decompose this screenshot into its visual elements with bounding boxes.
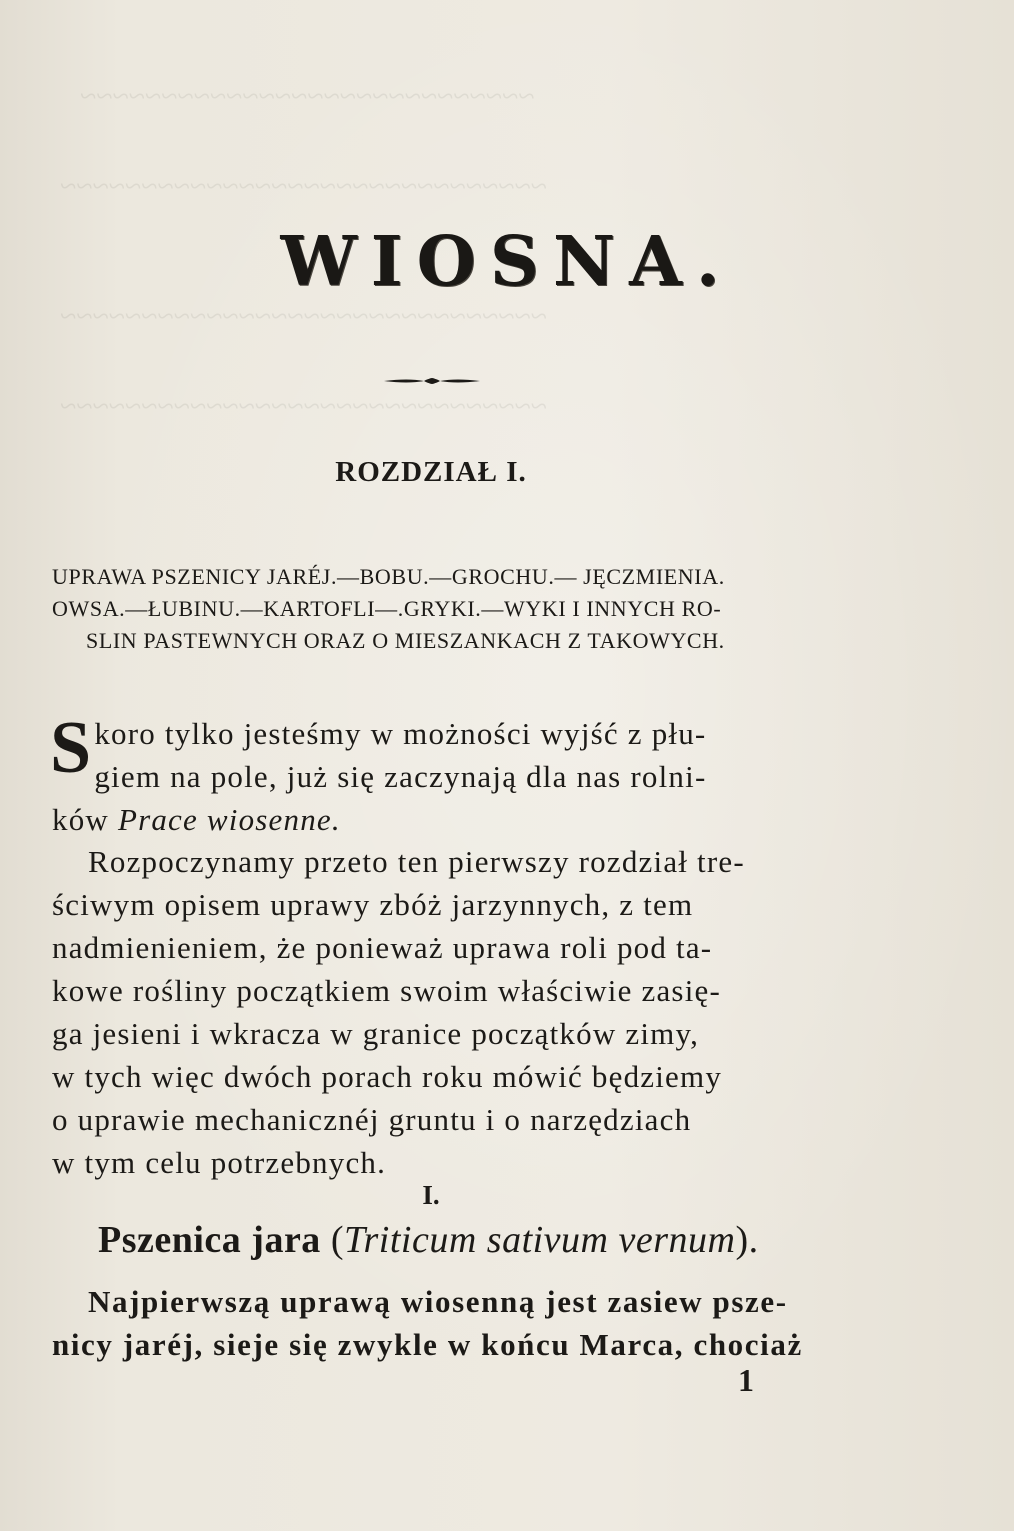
paragraph-body bbox=[52, 840, 824, 1184]
section-title-main: Pszenica jara bbox=[98, 1219, 321, 1261]
summary-line: UPRAWA PSZENICY JARÉJ.—BOBU.—GROCHU.— JĘCZMIENIA. bbox=[52, 564, 725, 589]
section-title-paren-close: ). bbox=[735, 1219, 759, 1261]
section-title-latin: Triticum sativum vernum bbox=[343, 1219, 736, 1261]
paragraph-line: o uprawie mechanicznéj gruntu i o narzędziach bbox=[52, 1102, 692, 1137]
paragraph-section bbox=[52, 1280, 824, 1366]
paragraph-line: Rozpoczynamy przeto ten pierwszy rozdział tre- bbox=[88, 844, 745, 879]
paragraph-intro bbox=[50, 707, 824, 841]
paragraph-line: ściwym opisem uprawy zbóż jarzynnych, z tem bbox=[52, 887, 694, 922]
summary-line: SLIN PASTEWNYCH ORAZ O MIESZANKACH Z TAKOWYCH. bbox=[86, 628, 725, 653]
paragraph-line: kowe rośliny początkiem swoim właściwie zasię- bbox=[52, 973, 721, 1008]
section-title bbox=[98, 1218, 759, 1262]
show-through-text: ~~~~~~~~~~~~~~~~~~~~~~~~~~~~~~ bbox=[60, 170, 547, 203]
page-title: WIOSNA. bbox=[280, 222, 734, 302]
paragraph-text: ków bbox=[52, 802, 118, 837]
title-rule-ornament bbox=[384, 376, 480, 386]
show-through-text: ~~~~~~~~~~~~~~~~~~~~~~~~~~~~ bbox=[80, 80, 535, 113]
paragraph-line: koro tylko jesteśmy w możności wyjść z płu- bbox=[94, 716, 707, 751]
paragraph-line: giem na pole, już się zaczynają dla nas rolni- bbox=[94, 759, 707, 794]
paragraph-line: w tych więc dwóch porach roku mówić będziemy bbox=[52, 1059, 723, 1094]
emphasis-text: Prace wiosenne. bbox=[117, 802, 341, 837]
section-number: I. bbox=[422, 1180, 440, 1210]
paragraph-line: nicy jaréj, sieje się zwykle w końcu Marca, chociaż bbox=[52, 1327, 803, 1362]
paragraph-line: nadmienieniem, że ponieważ uprawa roli pod ta- bbox=[52, 930, 713, 965]
chapter-heading: ROZDZIAŁ I. bbox=[335, 456, 527, 488]
paragraph-line: w tym celu potrzebnych. bbox=[52, 1145, 387, 1180]
show-through-text: ~~~~~~~~~~~~~~~~~~~~~~~~~~~~~~ bbox=[60, 300, 547, 333]
paragraph-line: Najpierwszą uprawą wiosenną jest zasiew psze- bbox=[88, 1284, 788, 1319]
summary-line: OWSA.—ŁUBINU.—KARTOFLI—.GRYKI.—WYKI I INNYCH RO- bbox=[52, 596, 722, 621]
page-number: 1 bbox=[738, 1362, 754, 1398]
section-title-paren-open: ( bbox=[320, 1219, 344, 1261]
paragraph-line bbox=[52, 798, 824, 841]
chapter-summary bbox=[52, 561, 822, 657]
show-through-text: ~~~~~~~~~~~~~~~~~~~~~~~~~~~~~~ bbox=[60, 390, 547, 423]
paragraph-line: ga jesieni i wkracza w granice początków zimy, bbox=[52, 1016, 700, 1051]
drop-cap: S bbox=[50, 707, 93, 789]
